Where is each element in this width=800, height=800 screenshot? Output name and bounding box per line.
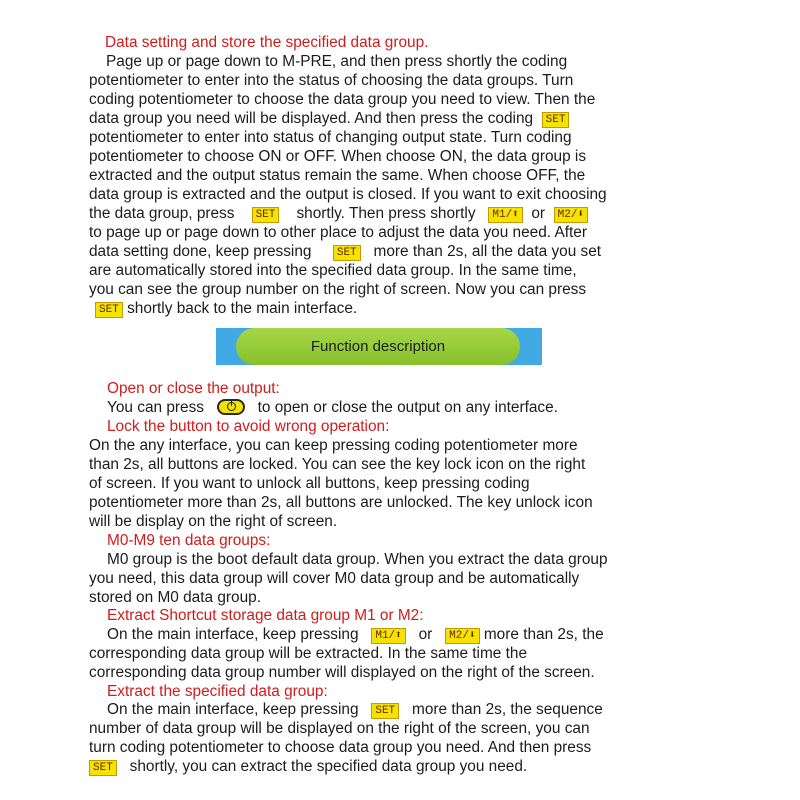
line-text: data group you need will be displayed. And then press the coding (89, 110, 534, 127)
section-heading-shortcut: Extract Shortcut storage data group M1 or M2: (107, 607, 424, 624)
paragraph-line: will be display on the right of screen. (89, 513, 338, 530)
line-text: or (418, 626, 433, 643)
set-key-icon: SET (89, 760, 117, 776)
paragraph-line (107, 700, 603, 719)
line-text: On the main interface, keep pressing (107, 701, 359, 718)
paragraph-line (89, 242, 601, 261)
line-text: You can press (107, 399, 204, 416)
paragraph-line: M0 group is the boot default data group. When you extract the data group (107, 551, 608, 568)
paragraph-line (107, 398, 558, 417)
line-text: or (531, 205, 546, 222)
paragraph-line: stored on M0 data group. (89, 589, 261, 606)
set-key-icon: SET (542, 112, 570, 128)
paragraph-line (107, 625, 604, 644)
section-heading-output: Open or close the output: (107, 380, 280, 397)
paragraph-line (95, 299, 357, 318)
line-text: data setting done, keep pressing (89, 243, 312, 260)
line-text: shortly back to the main interface. (127, 300, 358, 317)
paragraph-line: turn coding potentiometer to choose data group you need. And then press (89, 739, 592, 756)
banner-title: Function description (236, 328, 520, 365)
paragraph-line: data group is extracted and the output is closed. If you want to exit choosing (89, 186, 607, 203)
m1-up-key-icon: M1/⬆ (488, 207, 522, 223)
paragraph-line: corresponding data group number will displayed on the right of the screen. (89, 664, 595, 681)
paragraph-line: Page up or page down to M-PRE, and then press shortly the coding (106, 53, 568, 70)
line-text: more than 2s, all the data you set (373, 243, 602, 260)
paragraph-line: number of data group will be displayed on the right of the screen, you can (89, 720, 590, 737)
paragraph-line: you need, this data group will cover M0 data group and be automatically (89, 570, 580, 587)
paragraph-line: coding potentiometer to choose the data group you need to view. Then the (89, 91, 596, 108)
section-heading-extract-specified: Extract the specified data group: (107, 683, 328, 700)
line-text: more than 2s, the sequence (412, 701, 603, 718)
paragraph-line: of screen. If you want to unlock all buttons, keep pressing coding (89, 475, 530, 492)
paragraph-line: potentiometer to enter into the status of choosing the data groups. Turn (89, 72, 574, 89)
line-text: On the main interface, keep pressing (107, 626, 359, 643)
m2-down-key-icon: M2/⬇ (554, 207, 588, 223)
line-text: more than 2s, the (483, 626, 604, 643)
set-key-icon: SET (252, 207, 280, 223)
paragraph-line: extracted and the output status remain the same. When choose OFF, the (89, 167, 586, 184)
set-key-icon: SET (333, 245, 361, 261)
paragraph-line: On the any interface, you can keep pressing coding potentiometer more (89, 437, 578, 454)
paragraph-line: you can see the group number on the right of screen. Now you can press (89, 281, 587, 298)
paragraph-line: to page up or page down to other place to adjust the data you need. After (89, 224, 587, 241)
paragraph-line (89, 204, 588, 223)
paragraph-line: potentiometer to choose ON or OFF. When choose ON, the data group is (89, 148, 587, 165)
function-description-banner (216, 328, 542, 365)
paragraph-line: corresponding data group will be extracted. In the same time the (89, 645, 528, 662)
set-key-icon: SET (95, 302, 123, 318)
set-key-icon: SET (371, 703, 399, 719)
line-text: shortly, you can extract the specified data group you need. (129, 758, 528, 775)
m2-down-key-icon: M2/⬇ (445, 628, 479, 644)
power-button-icon (217, 399, 245, 415)
m1-up-key-icon: M1/⬆ (371, 628, 405, 644)
section-heading-data-groups: M0-M9 ten data groups: (107, 532, 271, 549)
paragraph-line: potentiometer more than 2s, all buttons are unlocked. The key unlock icon (89, 494, 593, 511)
paragraph-line (89, 757, 527, 776)
paragraph-line (89, 109, 569, 128)
section-heading-lock: Lock the button to avoid wrong operation: (107, 418, 390, 435)
line-text: to open or close the output on any interface. (257, 399, 558, 416)
paragraph-line: potentiometer to enter into status of changing output state. Turn coding (89, 129, 572, 146)
paragraph-line: than 2s, all buttons are locked. You can see the key lock icon on the right (89, 456, 586, 473)
line-text: shortly. Then press shortly (296, 205, 476, 222)
line-text: the data group, press (89, 205, 235, 222)
paragraph-line: are automatically stored into the specified data group. In the same time, (89, 262, 577, 279)
section-heading-data-setting: Data setting and store the specified data group. (105, 34, 429, 51)
